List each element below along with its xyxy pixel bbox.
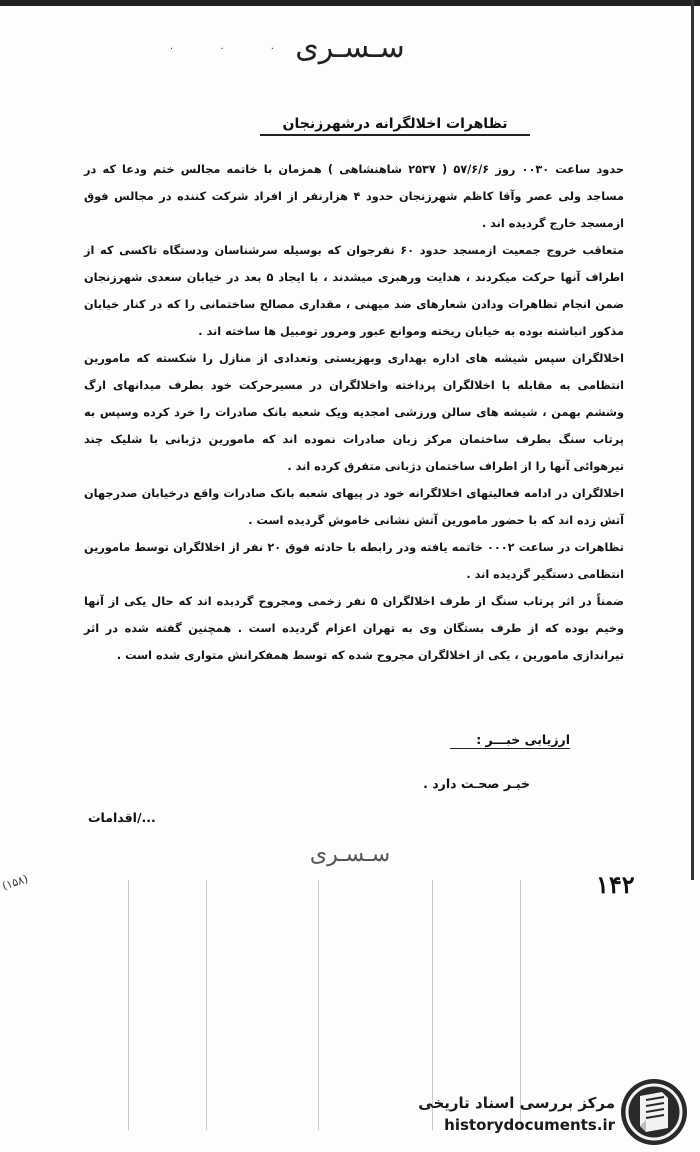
site-url: historydocuments.ir xyxy=(444,1116,615,1134)
classification-stamp-bottom: سـسـری xyxy=(309,842,391,867)
body-paragraph: حدود ساعت ۰۰۳۰ روز ۵۷/۶/۶ ( ۲۵۳۷ شاهنشاهی ) همزمان با خاتمه مجالس ختم ودعا که در مساجد ولی عصر وآقا کاظم شهرزنجان حدود ۴ هزارنفر از افراد شرکت کننده در مجالس فوق ازمسجد خارج گردیده اند . xyxy=(84,163,624,230)
classification-stamp-top: سـسـری xyxy=(295,30,405,65)
body-paragraph: اخلالگران در ادامه فعالیتهای اخلالگرانه خود در پیهای شعبه بانک صادرات واقع درخیابان صدرجهان آتش زده اند که با حضور مامورین آتش نشانی خاموش گردیده است . xyxy=(84,487,624,527)
scan-streak xyxy=(206,880,207,1130)
body-paragraph: ضمناً در اثر پرتاب سنگ از طرف اخلالگران ۵ نفر زخمی ومجروح گردیده اند که حال یکی از آنها وخیم بوده که از طرف بستگان وی به تهران اعزام گردیده است . همچنین گفته شده در اثر تیراندازی مامورین ، یکی از اخلالگران مجروح شده که توسط همفکرانش متواری شده است . xyxy=(84,595,624,662)
body-paragraph: تظاهرات در ساعت ۰۰۰۲ خاتمه یافته ودر رابطه با حادثه فوق ۲۰ نفر از اخلالگران توسط مامورین انتظامی دستگیر گردیده اند . xyxy=(84,541,624,581)
evaluation-label: ارزیابی خبـــر : xyxy=(450,732,570,749)
document-body xyxy=(84,156,624,669)
body-paragraph: متعاقب خروج جمعیت ازمسجد حدود ۶۰ نفرجوان که بوسیله سرشناسان ودستگاه تاکسی که از اطراف آنها حرکت میکردند ، هدایت ورهبری میشدند ، با ایجاد ۵ بعد در خیابان سعدی شهرزنجان ضمن انجام تظاهرات ودادن شعارهای ضد میهنی ، مقداری مصالح ساختمانی را که در کنار خیابان مذکور انباشته بوده به خیابان ریخته وموانع عبور ومرور تومبیل ها ساخته اند . xyxy=(84,244,624,338)
org-name: مرکز بررسی اسناد تاریخی xyxy=(418,1094,615,1112)
scan-streak xyxy=(128,880,129,1130)
scan-streak xyxy=(318,880,319,1130)
page-number: ۱۴۲ xyxy=(596,870,635,899)
margin-note: (۱۵۸) xyxy=(0,872,30,893)
scan-specks: · · · xyxy=(170,44,296,55)
evaluation-value: خبـر صحـت دارد . xyxy=(423,776,530,791)
top-scan-border xyxy=(0,0,700,6)
document-title: تظاهرات اخلالگرانه درشهرزنجان xyxy=(260,116,530,136)
document-center-logo-icon xyxy=(618,1076,690,1148)
actions-label: اقدامات/... xyxy=(88,810,156,825)
watermark-text xyxy=(390,1092,615,1136)
body-paragraph: اخلالگران سپس شیشه های اداره بهداری وبهزیستی وتعدادی از منازل را شکسته که مامورین انتظامی به مقابله با اخلالگران پرداخته واخلالگران در مسیرحرکت خود بطرف میدانهای ارگ وششم بهمن ، شیشه های سالن ورزشی امجدیه ویک شعبه بانک صادرات را خرد کرده وسپس به پرتاب سنگ بطرف ساختمان مرکز زبان صادرات نموده اند که مامورین دژبانی با شلیک چند تیرهوائی آنها را از اطراف ساختمان دژبانی متفرق کرده اند . xyxy=(84,352,624,473)
right-scan-border xyxy=(691,0,694,880)
